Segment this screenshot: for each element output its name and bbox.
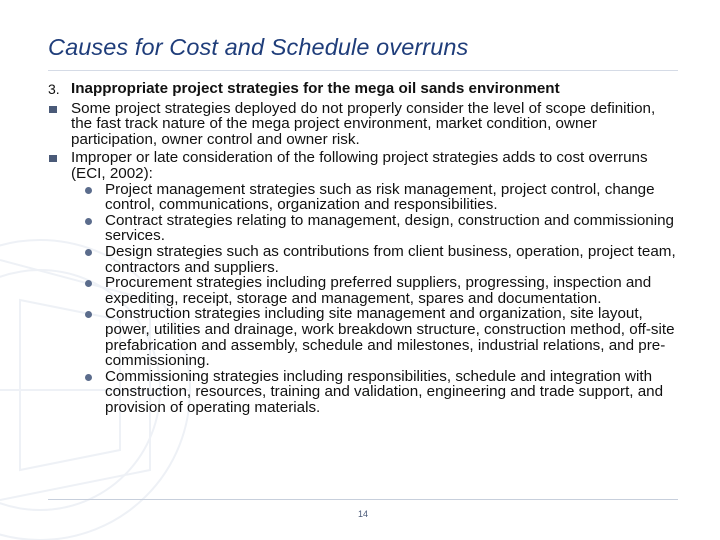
bullet-item: [48, 101, 676, 148]
slide-title: Causes for Cost and Schedule overruns: [48, 34, 469, 60]
dot-bullet-icon: [71, 306, 105, 368]
title-divider: [48, 70, 678, 71]
sub-bullet-text: Design strategies such as contributions from client business, operation, project team, contractors and suppliers.: [105, 242, 676, 276]
sub-bullet-item: [71, 306, 676, 368]
dot-bullet-icon: [71, 275, 105, 306]
sub-bullet-text: Construction strategies including site management and organization, site layout, power, utilities and drainage, work breakdown structure, construction method, off-site prefabrication and assembly, schedule and milestones, industrial relations, and pre-commissioning.: [105, 305, 675, 370]
bullet-text: Improper or late consideration of the following project strategies adds to cost overruns (ECI, 2002):: [71, 149, 648, 182]
sub-bullet-item: [71, 182, 676, 213]
sub-bullet-text: Commissioning strategies including responsibilities, schedule and integration with construction, resources, training and validation, engineering and trade support, and provision of operating materials.: [105, 367, 664, 416]
sub-bullet-item: [71, 369, 676, 416]
dot-bullet-icon: [71, 182, 105, 213]
dot-bullet-icon: [71, 213, 105, 244]
bullet-item: [48, 150, 676, 181]
section-heading-text: Inappropriate project strategies for the mega oil sands environment: [71, 80, 560, 97]
sub-bullet-text: Project management strategies such as risk management, project control, change control, communications, organization and responsibilities.: [105, 180, 655, 214]
bullet-text: Some project strategies deployed do not properly consider the level of scope definition, the fast track nature of the mega project environment, market condition, owner participation, owner control and owner risk.: [71, 99, 656, 148]
dot-bullet-icon: [71, 369, 105, 416]
dot-bullet-icon: [71, 244, 105, 275]
sub-bullet-text: Procurement strategies including preferred suppliers, progressing, inspection and expediting, receipt, storage and management, spares and documentation.: [105, 274, 652, 307]
square-bullet-icon: [48, 150, 71, 181]
page-number: 14: [357, 509, 368, 519]
section-number: 3.: [48, 81, 60, 97]
sub-bullet-item: [71, 213, 676, 244]
square-bullet-icon: [48, 101, 71, 148]
slide-content: [48, 81, 676, 415]
sub-bullet-item: [71, 275, 676, 306]
sub-bullet-item: [71, 244, 676, 275]
section-heading: [48, 81, 676, 98]
footer-divider: [48, 499, 678, 500]
sub-bullet-text: Contract strategies relating to management, design, construction and commissioning services.: [105, 211, 674, 245]
